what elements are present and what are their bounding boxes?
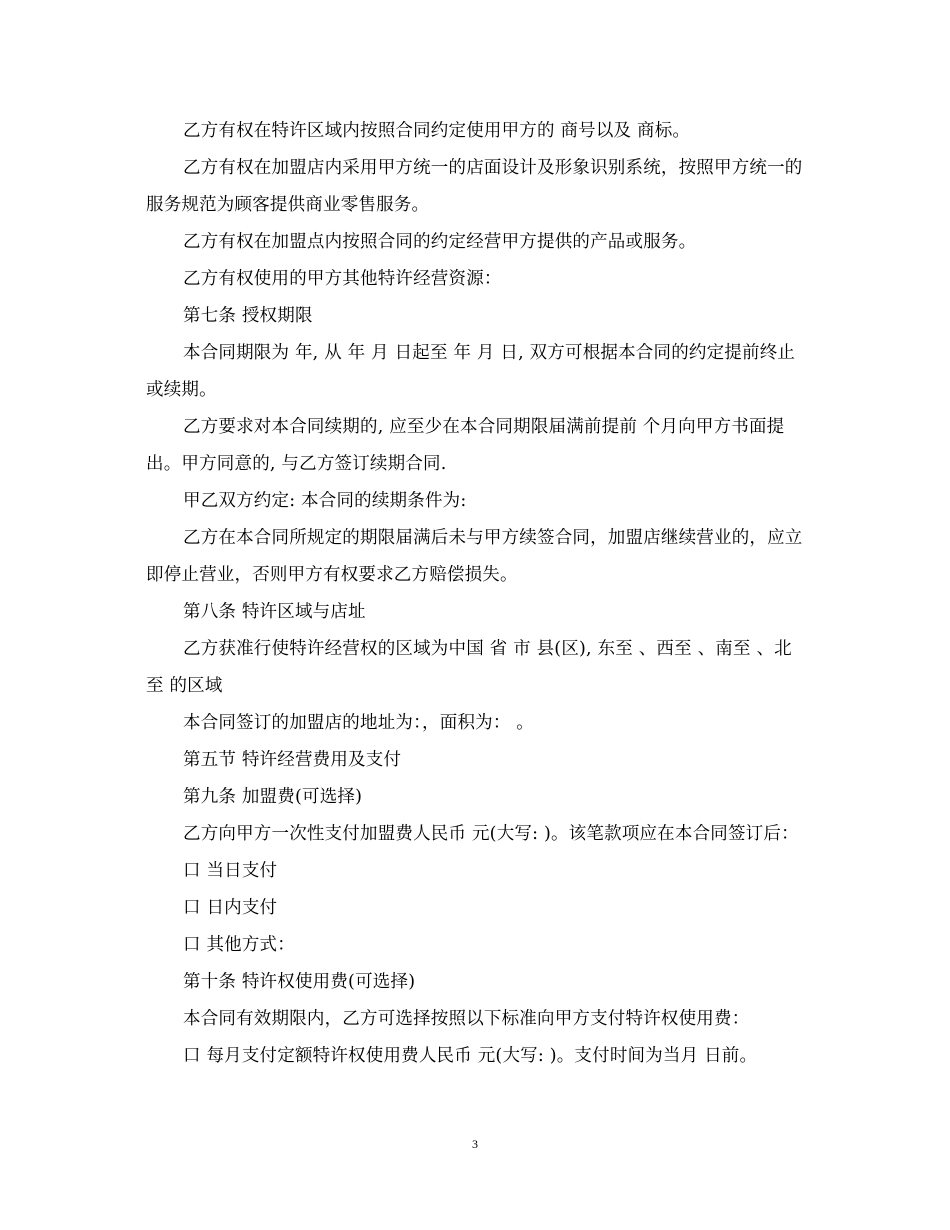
page-number: 3: [472, 1137, 478, 1151]
section-heading-article-10: 第十条 特许权使用费(可选择): [183, 972, 416, 992]
checkbox-option: 口 每月支付定额特许权使用费人民币 元(大写: )。支付时间为当月 日前。: [183, 1046, 758, 1066]
document-body: [146, 113, 806, 1075]
paragraph: 本合同期限为 年, 从 年 月 日起至 年 月 日, 双方可根据本合同的约定提前终止或续期。: [146, 343, 796, 400]
paragraph: 本合同签订的加盟店的地址为：，面积为： 。: [183, 713, 535, 733]
paragraph: 乙方有权在加盟点内按照合同的约定经营甲方提供的产品或服务。: [183, 232, 697, 252]
section-heading-article-8: 第八条 特许区域与店址: [183, 602, 366, 622]
paragraph: 乙方向甲方一次性支付加盟费人民币 元(大写: )。该笔款项应在本合同签订后：: [183, 824, 799, 844]
paragraph: 乙方有权使用的甲方其他特许经营资源：: [183, 269, 502, 289]
paragraph: 乙方获准行使特许经营权的区域为中国 省 市 县(区), 东至 、西至 、南至 、北至 的区域: [146, 639, 792, 696]
paragraph: 乙方要求对本合同续期的, 应至少在本合同期限届满前提前 个月向甲方书面提出。甲方同意的, 与乙方签订续期合同.: [146, 417, 785, 474]
checkbox-option: 口 其他方式：: [183, 935, 295, 955]
section-heading-part-5: 第五节 特许经营费用及支付: [183, 750, 402, 770]
checkbox-option: 口 日内支付: [183, 898, 278, 918]
checkbox-option: 口 当日支付: [183, 861, 278, 881]
section-heading-article-9: 第九条 加盟费(可选择): [183, 787, 363, 807]
paragraph: 乙方有权在加盟店内采用甲方统一的店面设计及形象识别系统，按照甲方统一的服务规范为顾客提供商业零售服务。: [146, 158, 803, 215]
paragraph: 乙方在本合同所规定的期限届满后未与甲方续签合同，加盟店继续营业的，应立即停止营业，否则甲方有权要求乙方赔偿损失。: [146, 528, 803, 585]
section-heading-article-7: 第七条 授权期限: [183, 306, 313, 326]
paragraph: 甲乙双方约定: 本合同的续期条件为:: [183, 491, 467, 511]
paragraph: 本合同有效期限内，乙方可选择按照以下标准向甲方支付特许权使用费：: [183, 1009, 750, 1029]
paragraph: 乙方有权在特许区域内按照合同约定使用甲方的 商号以及 商标。: [183, 121, 691, 141]
